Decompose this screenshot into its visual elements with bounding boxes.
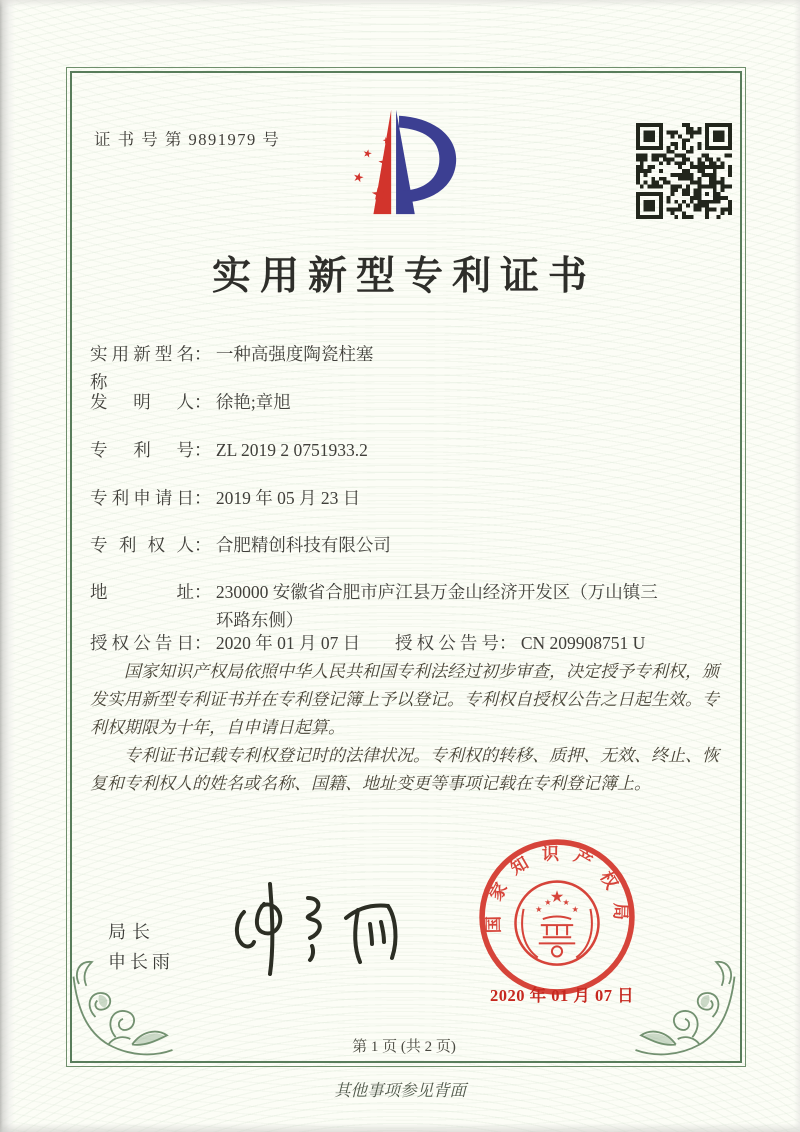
director-signature-icon (212, 868, 427, 986)
svg-text:★: ★ (369, 182, 387, 205)
field-label: 授权公告号 (395, 633, 499, 653)
svg-text:★: ★ (544, 896, 552, 907)
field-colon: ： (194, 535, 212, 555)
certificate-title: 实用新型专利证书 (211, 255, 596, 298)
field-label: 发明人 (90, 392, 194, 412)
national-emblem-icon (515, 882, 598, 965)
field-row-filing-date (90, 484, 730, 512)
scan-edge-right (794, 0, 800, 1132)
svg-text:★: ★ (571, 903, 579, 914)
field-colon: ： (194, 344, 212, 364)
field-value: CN 209908751 U (520, 633, 646, 653)
field-value: 2020 年 01 月 07 日 (215, 633, 361, 653)
scan-edge-top (0, 0, 800, 7)
field-colon: ： (194, 488, 212, 508)
svg-text:★: ★ (562, 896, 570, 907)
field-row-patent-number (90, 436, 730, 464)
field-value: 2019 年 05 月 23 日 (215, 488, 361, 508)
field-colon: ： (194, 392, 212, 412)
svg-text:★: ★ (549, 886, 565, 906)
field-row-address (90, 578, 730, 634)
field-row-patentee (90, 531, 730, 559)
grant-number-pair (395, 629, 645, 657)
field-label: 实用新型名称 (90, 344, 194, 392)
field-label: 授权公告日 (90, 633, 194, 653)
legal-statement (90, 658, 726, 798)
certificate-number: 证 书 号 第 9891979 号 (94, 130, 281, 149)
field-colon: ： (194, 633, 212, 653)
field-colon: ： (194, 440, 212, 460)
field-colon: ： (194, 582, 212, 602)
scan-edge-left (0, 0, 15, 1132)
field-colon: ： (499, 633, 517, 653)
qr-code (636, 123, 732, 219)
field-value: 徐艳;章旭 (215, 392, 291, 412)
field-value: 合肥精创科技有限公司 (215, 535, 391, 555)
field-row-inventor (90, 388, 730, 416)
seal-agency-text: 国家知识产权局 (484, 844, 630, 934)
svg-text:★: ★ (376, 152, 393, 172)
scan-edge-bottom (0, 1123, 800, 1132)
signer-title: 局长 (108, 922, 156, 942)
field-value: 一种高强度陶瓷柱塞 (215, 344, 374, 364)
field-row-grant (90, 629, 730, 657)
legal-paragraph-2: 专利证书记载专利权登记时的法律状况。专利权的转移、质押、无效、终止、恢复和专利权人的姓名或名称、国籍、地址变更等事项记载在专利登记簿上。 (90, 746, 719, 793)
page-number: 第 1 页 (共 2 页) (352, 1039, 456, 1055)
grant-date-pair (90, 633, 360, 653)
field-label: 专利权人 (90, 535, 194, 555)
svg-text:★: ★ (361, 146, 374, 161)
field-label: 地址 (90, 582, 194, 602)
svg-text:★: ★ (535, 903, 543, 914)
field-value: 230000 安徽省合肥市庐江县万金山经济开发区（万山镇三环路东侧） (215, 582, 658, 630)
back-side-note: 其他事项参见背面 (334, 1081, 466, 1100)
field-label: 专利号 (90, 440, 194, 460)
svg-text:★: ★ (350, 169, 366, 187)
seal-date: 2020 年 01 月 07 日 (490, 986, 635, 1005)
field-label: 专利申请日 (90, 488, 194, 508)
cnipa-official-seal (476, 836, 638, 998)
cnipa-logo-icon (337, 103, 465, 221)
legal-paragraph-1: 国家知识产权局依照中华人民共和国专利法经过初步审查，决定授予专利权，颁发实用新型专利证书并在专利登记簿上予以登记。专利权自授权公告之日起生效。专利权期限为十年，自申请日起算。 (90, 662, 719, 737)
field-value: ZL 2019 2 0751933.2 (215, 440, 368, 460)
svg-text:★: ★ (381, 135, 392, 148)
signer-name: 申长雨 (108, 952, 174, 972)
